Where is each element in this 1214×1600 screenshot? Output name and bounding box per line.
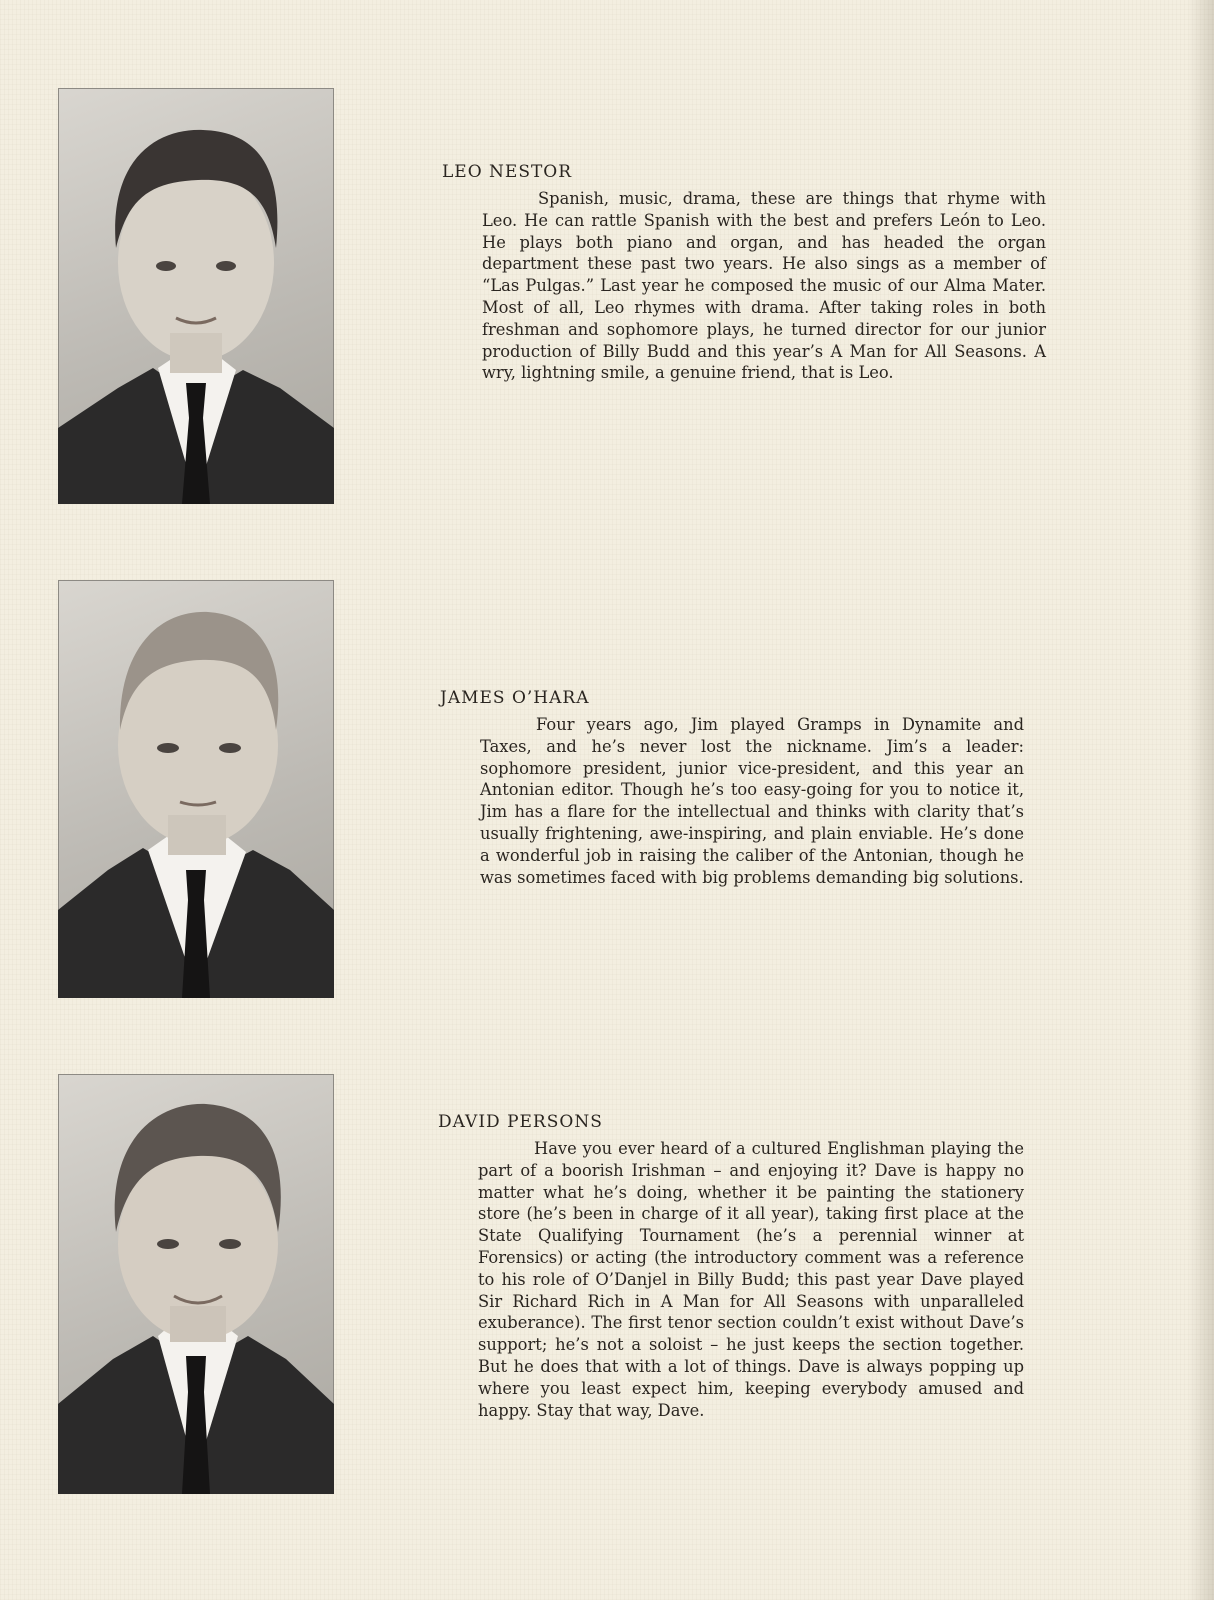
portrait-photo-james-ohara <box>58 580 334 998</box>
student-bio: Spanish, music, drama, these are things that rhyme with Leo. He can rattle Spanish with the best and prefers León to Leo. He plays both piano and organ, and has headed the organ department these past two years. He also sings as a member of “Las Pulgas.” Last year he composed the music of our Alma Mater. Most of all, Leo rhymes with drama. After taking roles in both freshman and sophomore plays, he turned director for our junior production of Billy Budd and this year’s A Man for All Seasons. A wry, lightning smile, a genuine friend, that is Leo. <box>482 189 1046 383</box>
student-name: LEO NESTOR <box>442 162 573 182</box>
entry-leo-nestor <box>442 162 1046 384</box>
entry-david-persons <box>438 1112 1024 1421</box>
portrait-photo-david-persons <box>58 1074 334 1494</box>
portrait-silhouette-icon <box>58 580 334 998</box>
page-edge-shadow <box>1188 0 1214 1600</box>
portrait-photo-leo-nestor <box>58 88 334 504</box>
entry-james-ohara <box>440 688 1024 888</box>
portrait-silhouette-icon <box>58 1074 334 1494</box>
student-bio: Have you ever heard of a cultured Englishman playing the part of a boorish Irishman – and enjoying it? Dave is happy no matter what he’s doing, whether it be painting the stationery store (he’s been in charge of it all year), taking first place at the State Qualifying Tournament (he’s a perennial winner at Forensics) or acting (the introductory comment was a reference to his role of O’Danjel in Billy Budd; this past year Dave played Sir Richard Rich in A Man for All Seasons with unparalleled exuberance). The first tenor section couldn’t exist without Dave’s support; he’s not a soloist – he just keeps the section together. But he does that with a lot of things. Dave is always popping up where you least expect him, keeping everybody amused and happy. Stay that way, Dave. <box>478 1139 1024 1420</box>
student-bio: Four years ago, Jim played Gramps in Dynamite and Taxes, and he’s never lost the nickname. Jim’s a leader: sophomore president, junior vice-president, and this year an Antonian editor. Though he’s too easy-going for you to notice it, Jim has a flare for the intellectual and thinks with clarity that’s usually frightening, awe-inspiring, and plain enviable. He’s done a wonderful job in raising the caliber of the Antonian, though he was sometimes faced with big problems demanding big solutions. <box>480 715 1024 887</box>
student-name: DAVID PERSONS <box>438 1112 603 1132</box>
portrait-silhouette-icon <box>58 88 334 504</box>
student-name: JAMES O’HARA <box>440 688 590 708</box>
